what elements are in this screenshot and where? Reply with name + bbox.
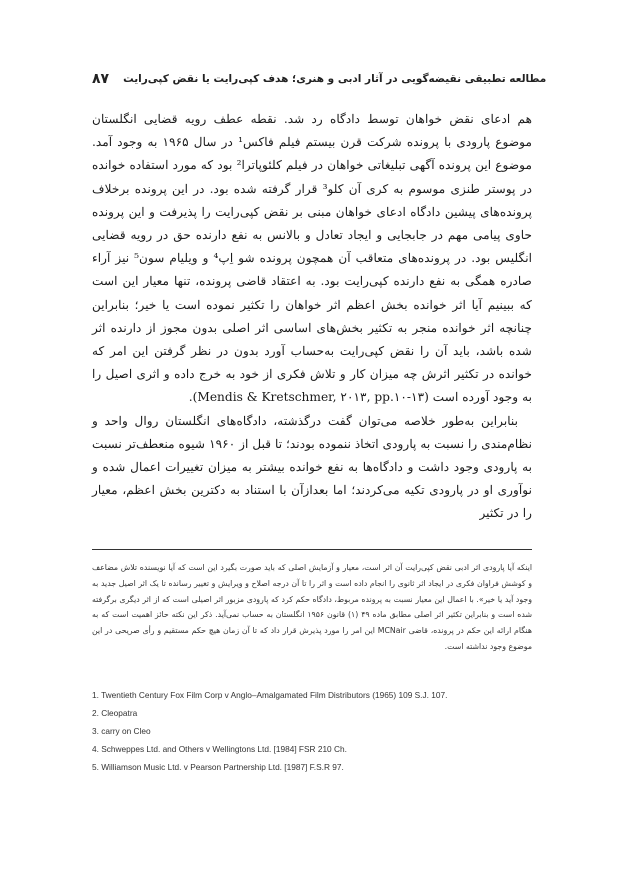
footnote-item: 5. Williamson Music Ltd. v Pearson Partnership Ltd. [1987] F.S.R 97. <box>92 762 344 772</box>
body-text <box>92 108 532 526</box>
page-header <box>92 68 547 90</box>
footnote-list <box>92 686 532 776</box>
footnote-item: 4. Schweppes Ltd. and Others v Wellingtons Ltd. [1984] FSR 210 Ch. <box>92 744 347 754</box>
paragraph-1-text: هم ادعای نقض خواهان توسط دادگاه رد شد. نقطه عطف رویه قضایی انگلستان موضوع پارودی با پرونده شرکت قرن بیستم فیلم فاکس¹ در سال ۱۹۶۵ به وجود آمد. موضوع این پرونده آگهی تبلیغاتی خواهان در فیلم کلئوپاترا² بود که مورد استفاده خوانده در پوستر طنزی موسوم به کری آن کلو³ قرار گرفته شده بود. در این پرونده برخلاف پرونده‌های پیشین دادگاه ادعای خواهان مبنی بر نقض کپی‌رایت را پذیرفت و این پرونده حاوی پیامی مهم در جابجایی و ایجاد تعادل و بالانس به نفع دارنده حق در رویه قضایی انگلیس بود. در پرونده‌های متعاقب آن همچون پرونده شو اِپ⁴ و ویلیام سون⁵ نیز آراء صادره همگی به نفع دارنده کپی‌رایت بود. به اعتقاد قاضی پرونده، تنها معیار این است که ببینیم آیا اثر خوانده بخش اعظم اثر خواهان را تکثیر نموده است یا خیر؛ بنابراین چنانچه اثر خوانده منجر به تکثیر بخش‌های اساسی اثر اصلی بدون مجوز از دارنده اثر شده باشد، باید آن را نقض کپی‌رایت به‌حساب آورد بدون در نظر گرفتن این امر که خوانده در تکثیر اثرش چه میزان کار و تلاش فکری از خود به خرج داده و اثری اصیل را به وجود آورده است <box>92 112 533 405</box>
page-number: ۸۷ <box>92 71 110 87</box>
footnote-item: 2. Cleopatra <box>92 708 138 718</box>
citation: .(Mendis & Kretschmer, ۲۰۱۳, pp.۱۰-۱۳) <box>188 390 429 405</box>
running-title: مطالعه تطبیقی نقیضه‌گویی در آثار ادبی و هنری؛ هدف کپی‌رایت یا نقض کپی‌رایت <box>123 73 547 85</box>
footnote-item: 1. Twentieth Century Fox Film Corp v Anglo–Amalgamated Film Distributors (1965) 109 S.J. 107. <box>92 690 448 700</box>
footnote-divider <box>92 549 532 550</box>
footnote-persian: اینکه آیا پارودی اثر ادبی نقض کپی‌رایت آن اثر است، معیار و آزمایش اصلی که باید صورت بگیرد این است که آیا نویسنده تلاش مضاعف و کوشش فراوان فکری در ایجاد اثر ثانوی را انجام داده است و اثر را تا آن درجه اصلاح و ویرایش و تغییر رسانده تا یک اثر اصیل جدید به وجود آید یا خیر». با اعمال این معیار نسبت به پرونده مربوط، دادگاه حکم کرد که پارودی مزبور اثر اصیلی است که از اثر دیگری برگرفته شده است و بنابراین تکثیر اثر اصلی مطابق ماده ۴۹ (۱) قانون ۱۹۵۶ انگلستان به حساب نمی‌آید. ذکر این نکته حائز اهمیت است که به هنگام ارائه این حکم در پرونده، قاضی MCNair این امر را مورد پذیرش قرار داد که تا آن زمان هیچ حکم مستقیم و رأی صریحی در این موضوع وجود نداشته است. <box>92 563 533 651</box>
body-paragraph-2: بنابراین به‌طور خلاصه می‌توان گفت درگذشته، دادگاه‌های انگلستان روال واحد و نظام‌مندی را نسبت به پارودی اتخاذ ننموده بودند؛ تا قبل از ۱۹۶۰ شیوه منعطف‌تر نسبت به پارودی وجود داشت و دادگاه‌ها به نفع خوانده بیشتر به میزان تغییرات اعمال شده و نوآوری او در پارودی تکیه می‌کردند؛ اما بعدازآن با استناد به دکترین بخش اعظم، معیار را در تکثیر <box>92 413 532 521</box>
body-paragraph-1 <box>92 108 532 410</box>
footnote-text <box>92 560 532 655</box>
footnote-item: 3. carry on Cleo <box>92 726 151 736</box>
